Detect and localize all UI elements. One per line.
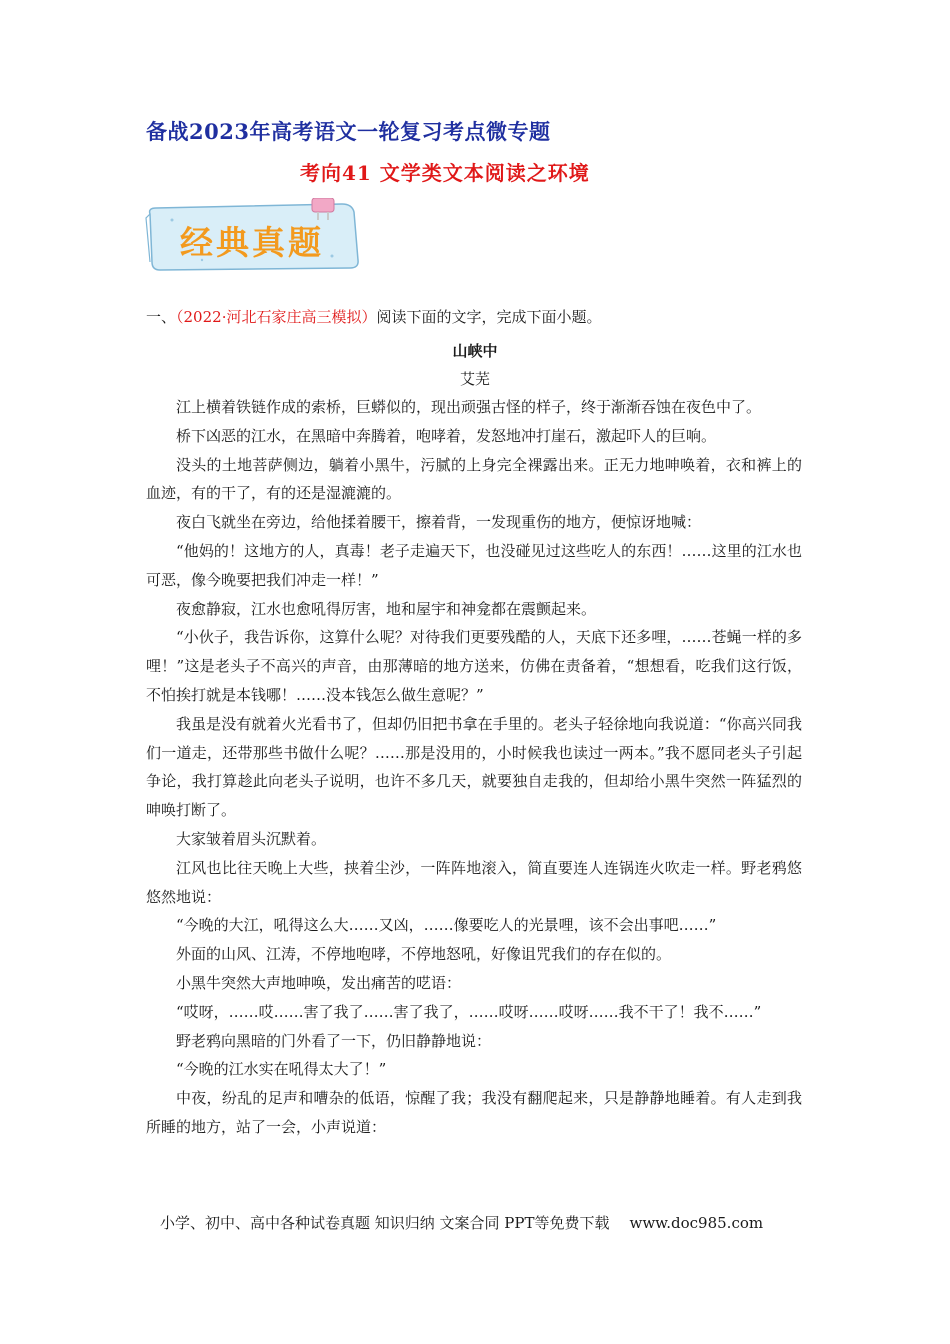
- story-author: 艾芜: [459, 370, 490, 388]
- page-footer: [160, 1212, 763, 1233]
- story-title: 山峡中: [452, 342, 498, 360]
- paragraph: 夜愈静寂，江水也愈吼得厉害，地和屋宇和神龛都在震颤起来。: [176, 599, 597, 618]
- paragraph: “小伙子，我告诉你，这算什么呢？对待我们更要残酷的人，天底下还多哩，……苍蝇一样的多哩！”这是老头子不高兴的声音，由那薄暗的地方送来，仿佛在责备着，“想想看，吃我们这行饭，不怕挨打就是本钱哪！……没本钱怎么做生意呢？”: [146, 628, 802, 704]
- paragraph: “哎呀，……哎……害了我了……害了我了，……哎呀……哎呀……我不干了！我不……”: [176, 1002, 762, 1021]
- paragraph: 外面的山风、江涛，不停地咆哮，不停地怒吼，好像诅咒我们的存在似的。: [176, 945, 672, 964]
- paragraph: 小黑牛突然大声地呻唤，发出痛苦的呓语：: [176, 973, 462, 992]
- question-source: （2022·河北石家庄高三模拟）: [176, 308, 377, 326]
- question-line: [146, 306, 601, 327]
- paragraph: 夜白飞就坐在旁边，给他揉着腰干，擦着背，一发现重伤的地方，便惊讶地喊：: [176, 513, 702, 532]
- document-title: 备战2023年高考语文一轮复习考点微专题: [146, 119, 551, 144]
- story-body: [146, 393, 802, 1142]
- footer-url[interactable]: www.doc985.com: [629, 1214, 764, 1232]
- document-subtitle: 考向41 文学类文本阅读之环境: [300, 161, 590, 185]
- section-banner: [142, 198, 362, 276]
- paragraph: “今晚的大江，吼得这么大……又凶，……像要吃人的光景哩，该不会出事吧……”: [176, 916, 717, 935]
- question-number: 一、: [146, 308, 177, 326]
- question-instruction: 阅读下面的文字，完成下面小题。: [376, 308, 602, 326]
- paragraph: 江风也比往天晚上大些，挟着尘沙，一阵阵地滚入，简直要连人连锅连火吹走一样。野老鸦悠悠然地说：: [146, 858, 802, 906]
- paragraph: 野老鸦向黑暗的门外看了一下，仍旧静静地说：: [176, 1031, 492, 1050]
- section-label: 经典真题: [180, 222, 324, 262]
- paragraph: 大家皱着眉头沉默着。: [176, 829, 327, 848]
- paragraph: 桥下凶恶的江水，在黑暗中奔腾着，咆哮着，发怒地冲打崖石，激起吓人的巨响。: [176, 426, 717, 445]
- paragraph: “他妈的！这地方的人，真毒！老子走遍天下，也没碰见过这些吃人的东西！……这里的江水也可恶，像今晚要把我们冲走一样！”: [146, 541, 802, 589]
- paragraph: “今晚的江水实在吼得太大了！”: [176, 1060, 387, 1079]
- paragraph: 江上横着铁链作成的索桥，巨蟒似的，现出顽强古怪的样子，终于渐渐吞蚀在夜色中了。: [176, 398, 762, 416]
- paragraph: 没头的土地菩萨侧边，躺着小黑牛，污腻的上身完全裸露出来。正无力地呻唤着，衣和裤上的血迹，有的干了，有的还是湿漉漉的。: [146, 455, 802, 503]
- footer-text: 小学、初中、高中各种试卷真题 知识归纳 文案合同 PPT等免费下载: [160, 1214, 610, 1232]
- paragraph: 我虽是没有就着火光看书了，但却仍旧把书拿在手里的。老头子轻徐地向我说道：“你高兴同我们一道走，还带那些书做什么呢？……那是没用的，小时候我也读过一两本。”我不愿同老头子引起争论，我打算趁此向老头子说明，也许不多几天，就要独自走我的，但却给小黑牛突然一阵猛烈的呻唤打断了。: [146, 714, 802, 820]
- paragraph: 中夜，纷乱的足声和嘈杂的低语，惊醒了我；我没有翻爬起来，只是静静地睡着。有人走到我所睡的地方，站了一会，小声说道：: [146, 1089, 802, 1136]
